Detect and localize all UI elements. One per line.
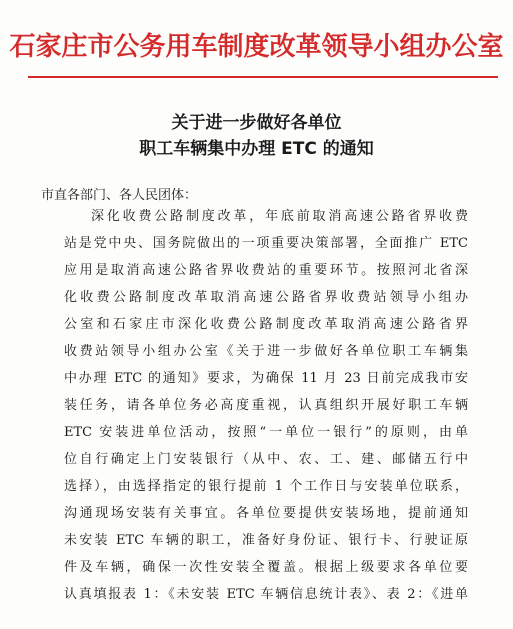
body-line: 收费站领导小组办公室《关于进一步做好各单位职工车辆集 xyxy=(64,344,468,359)
body-line: 沟通现场安装有关事宜。各单位要提供安装场地，提前通知 xyxy=(64,506,468,521)
body-line: 化收费公路制度改革取消高速公路省界收费站领导小组办 xyxy=(64,290,468,305)
body-line: ETC 安装进单位活动，按照“一单位一银行”的原则，由单 xyxy=(64,425,468,440)
body-line: 站是党中央、国务院做出的一项重要决策部署，全面推广 ETC xyxy=(64,236,468,251)
notice-title-line-2: 职工车辆集中办理 ETC 的通知 xyxy=(139,139,374,159)
body-line: 中办理 ETC 的通知》要求，为确保 11 月 23 日前完成我市安 xyxy=(64,371,468,386)
notice-title-line-1: 关于进一步做好各单位 xyxy=(171,113,342,133)
body-line: 深化收费公路制度改革，年底前取消高速公路省界收费 xyxy=(91,209,468,224)
body-line: 未安装 ETC 车辆的职工，准备好身份证、银行卡、行驶证原 xyxy=(64,533,468,548)
body-line: 件及车辆，确保一次性安装全覆盖。根据上级要求各单位要 xyxy=(64,560,468,575)
body-line: 装任务，请各单位务必高度重视，认真组织开展好职工车辆 xyxy=(64,398,468,413)
body-line: 认真填报表 1：《未安装 ETC 车辆信息统计表》、表 2：《进单 xyxy=(64,587,468,602)
body-line: 位自行确定上门安装银行（从中、农、工、建、邮储五行中 xyxy=(64,452,468,467)
salutation: 市直各部门、各人民团体： xyxy=(41,188,198,203)
body-line: 应用是取消高速公路省界收费站的重要环节。按照河北省深 xyxy=(64,263,468,278)
body-line: 选择），由选择指定的银行提前 1 个工作日与安装单位联系， xyxy=(64,479,468,494)
body-line: 公室和石家庄市深化收费公路制度改革取消高速公路省界 xyxy=(64,317,468,332)
letterhead: 石家庄市公务用车制度改革领导小组办公室 xyxy=(9,32,504,62)
letterhead-red-rule xyxy=(28,76,498,78)
